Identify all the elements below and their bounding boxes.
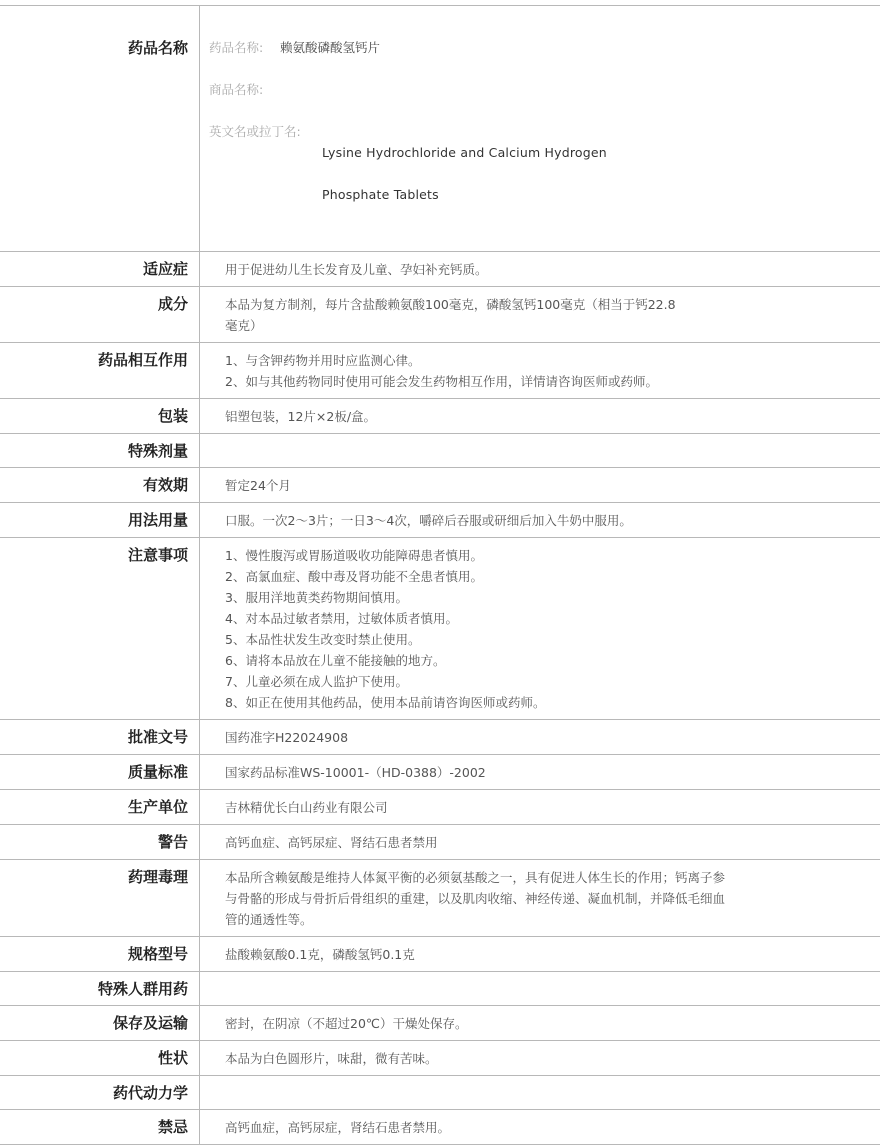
row-label: 有效期 bbox=[0, 468, 200, 502]
drug-name-row bbox=[0, 6, 880, 252]
table-row bbox=[0, 1110, 880, 1145]
content-line: 2、如与其他药物同时使用可能会发生药物相互作用，详情请咨询医师或药师。 bbox=[225, 374, 658, 389]
table-row bbox=[0, 1076, 880, 1110]
content-line: 铝塑包装，12片×2板/盒。 bbox=[225, 409, 377, 424]
content-line: 暂定24个月 bbox=[225, 478, 291, 493]
content-line: 7、儿童必须在成人监护下使用。 bbox=[225, 674, 408, 689]
row-label: 质量标准 bbox=[0, 755, 200, 789]
english-name-line: Lysine Hydrochloride and Calcium Hydrogen bbox=[322, 145, 607, 160]
content-line: 本品所含赖氨酸是维持人体氮平衡的必须氨基酸之一，具有促进人体生长的作用；钙离子参 bbox=[225, 870, 726, 885]
content-line: 6、请将本品放在儿童不能接触的地方。 bbox=[225, 653, 446, 668]
table-row bbox=[0, 972, 880, 1006]
row-content bbox=[200, 937, 795, 971]
row-content bbox=[200, 468, 795, 502]
content-line: 毫克） bbox=[225, 318, 263, 333]
row-content bbox=[200, 1110, 795, 1144]
row-label: 药品相互作用 bbox=[0, 343, 200, 398]
row-label: 批准文号 bbox=[0, 720, 200, 754]
content-line: 高钙血症，高钙尿症，肾结石患者禁用。 bbox=[225, 1120, 451, 1135]
row-content bbox=[200, 860, 795, 936]
row-label: 规格型号 bbox=[0, 937, 200, 971]
row-content bbox=[200, 399, 795, 433]
row-content bbox=[200, 538, 795, 719]
content-line: 本品为白色圆形片，味甜，微有苦味。 bbox=[225, 1051, 438, 1066]
drug-info-table bbox=[0, 5, 880, 1145]
content-line: 8、如正在使用其他药品，使用本品前请咨询医师或药师。 bbox=[225, 695, 546, 710]
row-content bbox=[200, 1041, 795, 1075]
trade-name-key: 商品名称: bbox=[209, 82, 264, 97]
table-row bbox=[0, 399, 880, 434]
row-label: 特殊剂量 bbox=[0, 434, 200, 467]
row-label: 用法用量 bbox=[0, 503, 200, 537]
table-row bbox=[0, 825, 880, 860]
content-line: 2、高氯血症、酸中毒及肾功能不全患者慎用。 bbox=[225, 569, 483, 584]
english-name-key: 英文名或拉丁名: bbox=[209, 124, 301, 139]
content-line: 高钙血症、高钙尿症、肾结石患者禁用 bbox=[225, 835, 438, 850]
table-row bbox=[0, 538, 880, 720]
content-line: 口服。一次2～3片；一日3～4次，嚼碎后吞服或研细后加入牛奶中服用。 bbox=[225, 513, 632, 528]
row-content bbox=[200, 287, 795, 342]
row-content bbox=[200, 1076, 795, 1109]
english-name-line: Phosphate Tablets bbox=[322, 187, 439, 202]
row-label: 药代动力学 bbox=[0, 1076, 200, 1109]
row-content bbox=[200, 825, 795, 859]
row-content bbox=[200, 343, 795, 398]
info-rows bbox=[0, 252, 880, 1145]
table-row bbox=[0, 252, 880, 287]
table-row bbox=[0, 343, 880, 399]
row-content bbox=[200, 1006, 795, 1040]
content-line: 用于促进幼儿生长发育及儿童、孕妇补充钙质。 bbox=[225, 262, 488, 277]
generic-name-value: 赖氨酸磷酸氢钙片 bbox=[280, 40, 381, 55]
row-label: 特殊人群用药 bbox=[0, 972, 200, 1005]
content-line: 4、对本品过敏者禁用，过敏体质者慎用。 bbox=[225, 611, 458, 626]
row-content bbox=[200, 503, 795, 537]
row-label: 生产单位 bbox=[0, 790, 200, 824]
row-label: 性状 bbox=[0, 1041, 200, 1075]
generic-name-key: 药品名称: bbox=[209, 40, 264, 55]
table-row bbox=[0, 503, 880, 538]
row-content bbox=[200, 720, 795, 754]
content-line: 与骨骼的形成与骨折后骨组织的重建，以及肌肉收缩、神经传递、凝血机制，并降低毛细血 bbox=[225, 891, 726, 906]
row-label: 警告 bbox=[0, 825, 200, 859]
row-label: 禁忌 bbox=[0, 1110, 200, 1144]
content-line: 国家药品标准WS-10001-（HD-0388）-2002 bbox=[225, 765, 486, 780]
row-label: 适应症 bbox=[0, 252, 200, 286]
row-label: 药理毒理 bbox=[0, 860, 200, 936]
content-line: 吉林精优长白山药业有限公司 bbox=[225, 800, 388, 815]
table-row bbox=[0, 468, 880, 503]
content-line: 管的通透性等。 bbox=[225, 912, 313, 927]
row-label: 成分 bbox=[0, 287, 200, 342]
content-line: 本品为复方制剂，每片含盐酸赖氨酸100毫克，磷酸氢钙100毫克（相当于钙22.8 bbox=[225, 297, 676, 312]
content-line: 盐酸赖氨酸0.1克，磷酸氢钙0.1克 bbox=[225, 947, 415, 962]
table-row bbox=[0, 937, 880, 972]
row-label: 注意事项 bbox=[0, 538, 200, 719]
table-row bbox=[0, 1041, 880, 1076]
content-line: 5、本品性状发生改变时禁止使用。 bbox=[225, 632, 421, 647]
content-line: 1、与含钾药物并用时应监测心律。 bbox=[225, 353, 421, 368]
row-label: 包装 bbox=[0, 399, 200, 433]
table-row bbox=[0, 1006, 880, 1041]
content-line: 密封，在阴凉（不超过20℃）干燥处保存。 bbox=[225, 1016, 468, 1031]
table-row bbox=[0, 434, 880, 468]
table-row bbox=[0, 860, 880, 937]
content-line: 3、服用洋地黄类药物期间慎用。 bbox=[225, 590, 408, 605]
table-row bbox=[0, 790, 880, 825]
content-line: 国药准字H22024908 bbox=[225, 730, 349, 745]
table-row bbox=[0, 755, 880, 790]
row-content bbox=[200, 434, 795, 467]
english-name-value bbox=[322, 121, 607, 226]
row-label: 药品名称 bbox=[0, 6, 200, 251]
row-content bbox=[200, 252, 795, 286]
row-content bbox=[200, 755, 795, 789]
content-line: 1、慢性腹泻或胃肠道吸收功能障碍患者慎用。 bbox=[225, 548, 483, 563]
table-row bbox=[0, 720, 880, 755]
row-content bbox=[200, 972, 795, 1005]
drug-name-content bbox=[200, 6, 880, 251]
table-row bbox=[0, 287, 880, 343]
row-content bbox=[200, 790, 795, 824]
row-label: 保存及运输 bbox=[0, 1006, 200, 1040]
